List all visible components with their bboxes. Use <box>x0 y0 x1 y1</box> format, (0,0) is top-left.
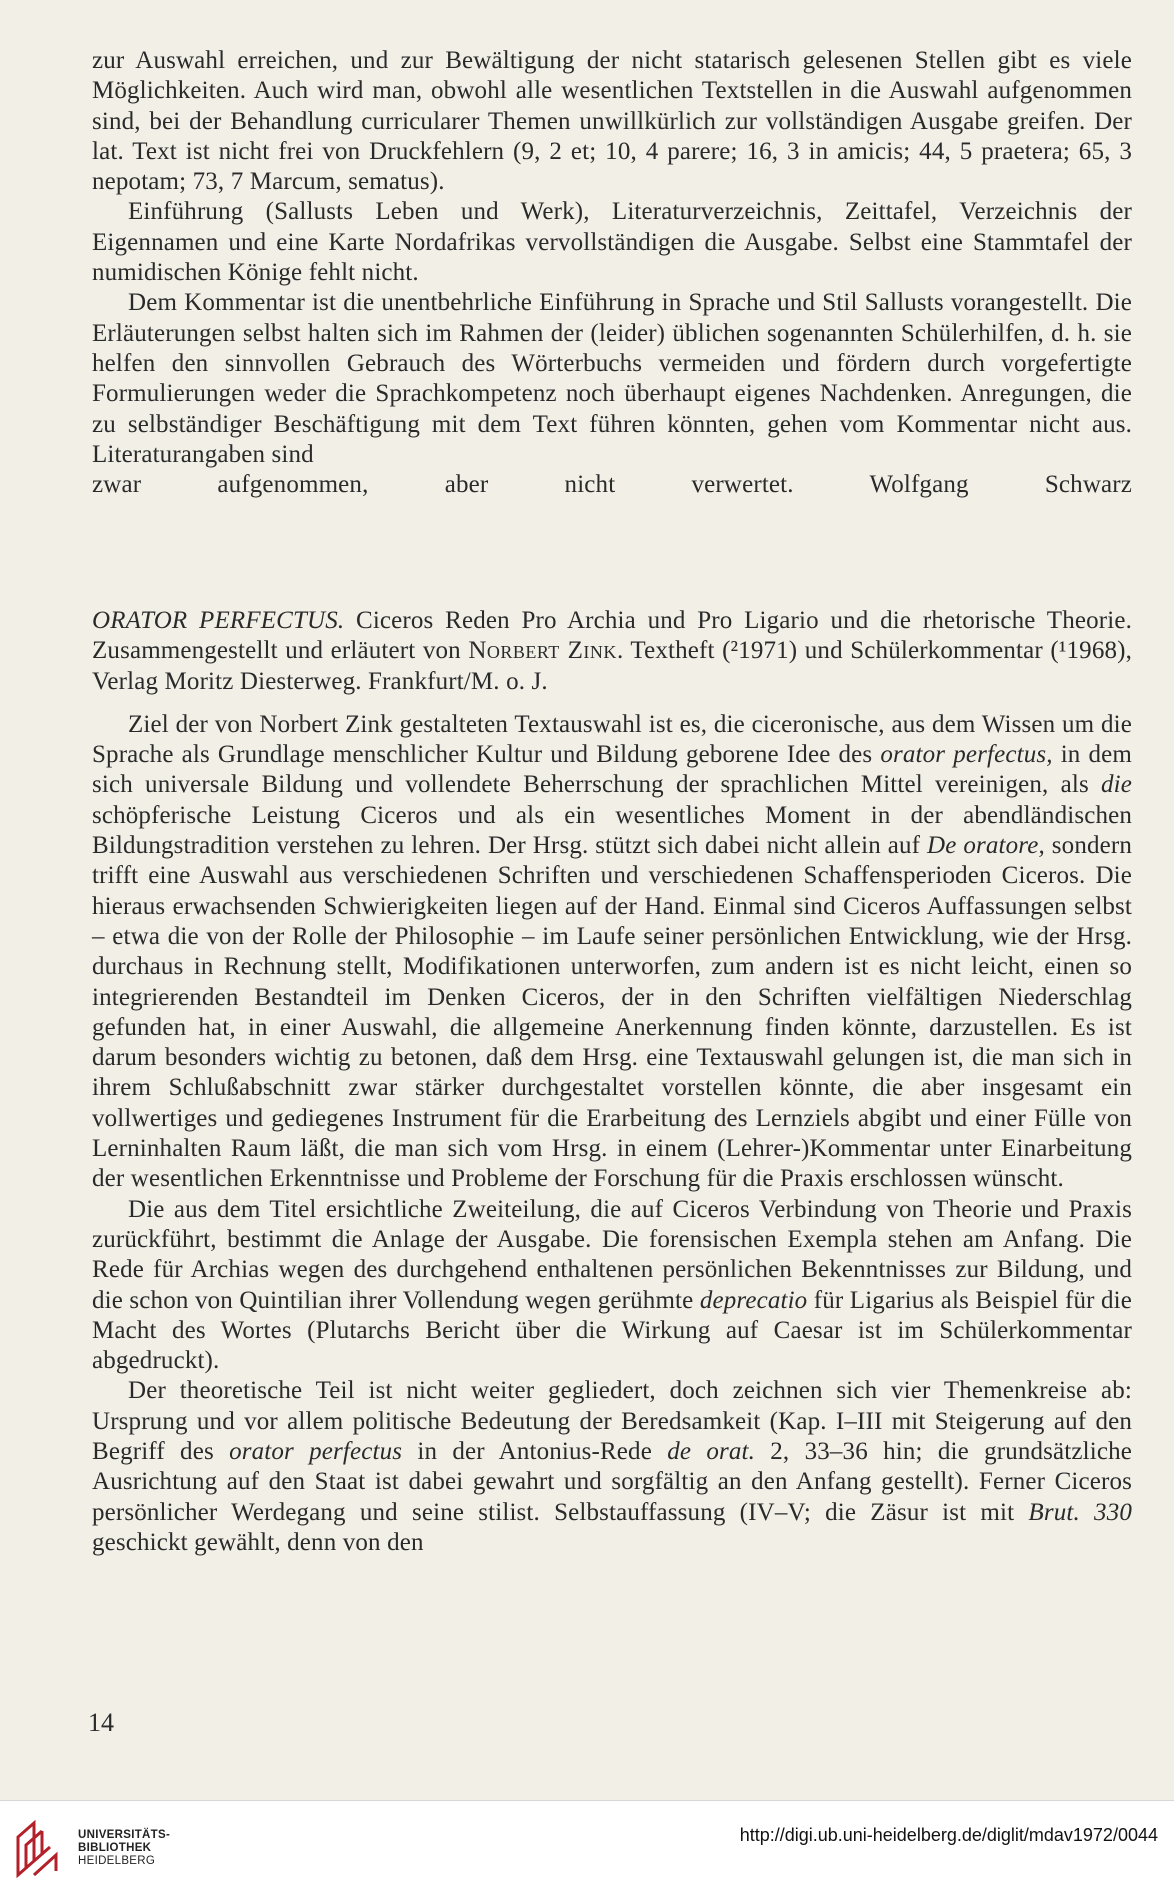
page-number: 14 <box>88 1708 114 1737</box>
heading-text: Ciceros Reden Pro Archia und Pro Ligario und die rhetorische Theorie. Zusammengestellt und erläutert von <box>92 607 1132 665</box>
text-run: in dem sich universale Bildung und vollendete Beherrschung der sprachlichen Mittel vereinigen, als <box>92 741 1132 799</box>
text-run: schöpferische Leistung Ciceros und als ein wesentliches Moment in der abendländischen Bildungstradition verstehen zu lehren. Der Hrsg. stützt sich dabei nicht allein auf <box>92 801 1132 860</box>
digitization-footer <box>0 1800 1174 1896</box>
library-name-line: BIBLIOTHEK <box>78 1842 152 1854</box>
italic-run: die <box>1101 771 1132 799</box>
italic-run: De oratore, <box>927 832 1045 860</box>
italic-run: orator perfectus <box>229 1438 403 1466</box>
text-run: Der theoretische Teil ist nicht weiter gegliedert, doch zeichnen sich vier Themenkreise ab: Ursprung und vor allem politische Bedeutung der Beredsamkeit (Kap. I–III mit Steigerung auf den Begriff des <box>92 1377 1132 1466</box>
review-heading <box>92 606 1132 697</box>
paragraph <box>92 1376 1132 1558</box>
ub-heidelberg-logo-icon <box>12 1815 72 1881</box>
source-url-link[interactable]: http://digi.ub.uni-heidelberg.de/diglit/mdav1972/0044 <box>739 1825 1158 1845</box>
text-run: für Ligarius als Beispiel für die Macht des Wortes (Plutarchs Bericht über die Wirkung auf Caesar ist im Schülerkommentar abgedruckt). <box>92 1286 1133 1375</box>
paragraph: zur Auswahl erreichen, und zur Bewältigung der nicht statarisch gelesenen Stellen gibt es viele Möglichkeiten. Auch wird man, obwohl alle wesentlichen Textstellen in die Auswahl aufgenommen sind, bei der Behandlung curricularer Themen unwillkürlich zur vollständigen Ausgabe greifen. Der lat. Text ist nicht frei von Druckfehlern (9, 2 et; 10, 4 parere; 16, 3 in amicis; 44, 5 praetera; 65, 3 nepotam; 73, 7 Marcum, sematus). <box>92 47 1132 196</box>
review-signature: Wolfgang Schwarz <box>869 471 1132 499</box>
closing-text: zwar aufgenommen, aber nicht verwertet. <box>92 471 794 499</box>
text-run: in der Antonius-Rede <box>402 1438 668 1466</box>
text-run: Ziel der von Norbert Zink gestalteten Textauswahl ist es, die ciceronische, aus dem Wissen um die Sprache als Grundlage menschlicher Kultur und Bildung geborene Idee des <box>92 710 1132 769</box>
closing-line <box>92 470 1132 500</box>
paragraph <box>92 1195 1132 1377</box>
review-orator-perfectus <box>92 606 1132 1558</box>
text-run: 2, 33–36 hin; die grundsätzliche Ausrichtung auf den Staat ist dabei gewahrt und sorgfältig an den Anfang gestellt). Ferner Ciceros persönlicher Werdegang und seine stilist. Selbstauffassung (IV–V; die Zäsur ist mit <box>92 1438 1132 1526</box>
italic-run: orator perfectus, <box>880 741 1053 769</box>
text-run: geschickt gewählt, denn von den <box>92 1528 424 1556</box>
text-run: sondern trifft eine Auswahl aus verschiedenen Schriften und verschiedenen Schaffensperioden Ciceros. Die hieraus erwachsenden Schwierigkeiten liegen auf der Hand. Einmal sind Ciceros Auffassungen selbst – etwa die von der Rolle der Philosophie – im Laufe seiner persönlichen Entwicklung, wie der Hrsg. durchaus in Rechnung stellt, Modifikationen unterworfen, zum andern ist es nicht leicht, einen so integrierenden Bestandteil im Denken Ciceros, der in den Schriften vielfältigen Niederschlag gefunden hat, in einer Auswahl, die allgemeine Anerkennung finden könnte, darzustellen. Es ist darum besonders wichtig zu betonen, daß dem Hrsg. eine Textauswahl gelungen ist, die man sich in ihrem Schlußabschnitt zwar stärker durchgestaltet vorstellen könnte, die aber insgesamt ein vollwertiges und gediegenes Instrument für die Erarbeitung des Lernziels abgibt und einer Fülle von Lerninhalten Raum läßt, die man sich vom Hrsg. in einem (Lehrer-)Kommentar unter Einarbeitung der wesentlichen Erkenntnisse und Probleme der Forschung für die Praxis erschlossen wünscht. <box>92 832 1132 1193</box>
paragraph: Einführung (Sallusts Leben und Werk), Literaturverzeichnis, Zeittafel, Verzeichnis der Eigennamen und eine Karte Nordafrikas vervollständigen die Ausgabe. Selbst eine Stammtafel der numidischen Könige fehlt nicht. <box>92 198 1132 287</box>
paragraph <box>92 710 1132 1195</box>
heading-text: . Textheft (²1971) und Schülerkommentar (¹1968), Verlag Moritz Diesterweg. Frankfurt/M. o. J. <box>92 637 1132 695</box>
library-name <box>78 1829 170 1868</box>
italic-run: Brut. 330 <box>1028 1498 1132 1526</box>
paragraph: Dem Kommentar ist die unentbehrliche Einführung in Sprache und Stil Sallusts vorangestellt. Die Erläuterungen selbst halten sich im Rahmen der (leider) üblichen sogenannten Schülerhilfen, d. h. sie helfen den sinnvollen Gebrauch des Wörterbuchs vermeiden und fördern durch vorgefertigte Formulierungen weder die Sprachkompetenz noch überhaupt eigenes Nachdenken. Anregungen, die zu selbständiger Beschäftigung mit dem Text führen könnten, gehen vom Kommentar nicht aus. Literaturangaben sind <box>92 289 1132 468</box>
library-name-line: UNIVERSITÄTS- <box>78 1829 171 1841</box>
review-schwarz <box>92 46 1132 500</box>
text-run: Die aus dem Titel ersichtliche Zweiteilung, die auf Ciceros Verbindung von Theorie und Praxis zurückführt, bestimmt die Anlage der Ausgabe. Die forensischen Exempla stehen am Anfang. Die Rede für Archias wegen des durchgehend enthaltenen persönlichen Bekenntnisses zur Bildung, und die schon von Quintilian ihrer Vollendung wegen gerühmte <box>92 1195 1132 1314</box>
italic-run: deprecatio <box>699 1286 808 1314</box>
book-title: ORATOR PERFECTUS. <box>92 607 345 634</box>
library-name-line: HEIDELBERG <box>78 1855 156 1867</box>
italic-run: de orat. <box>667 1438 756 1466</box>
book-author: Norbert Zink <box>468 637 617 665</box>
